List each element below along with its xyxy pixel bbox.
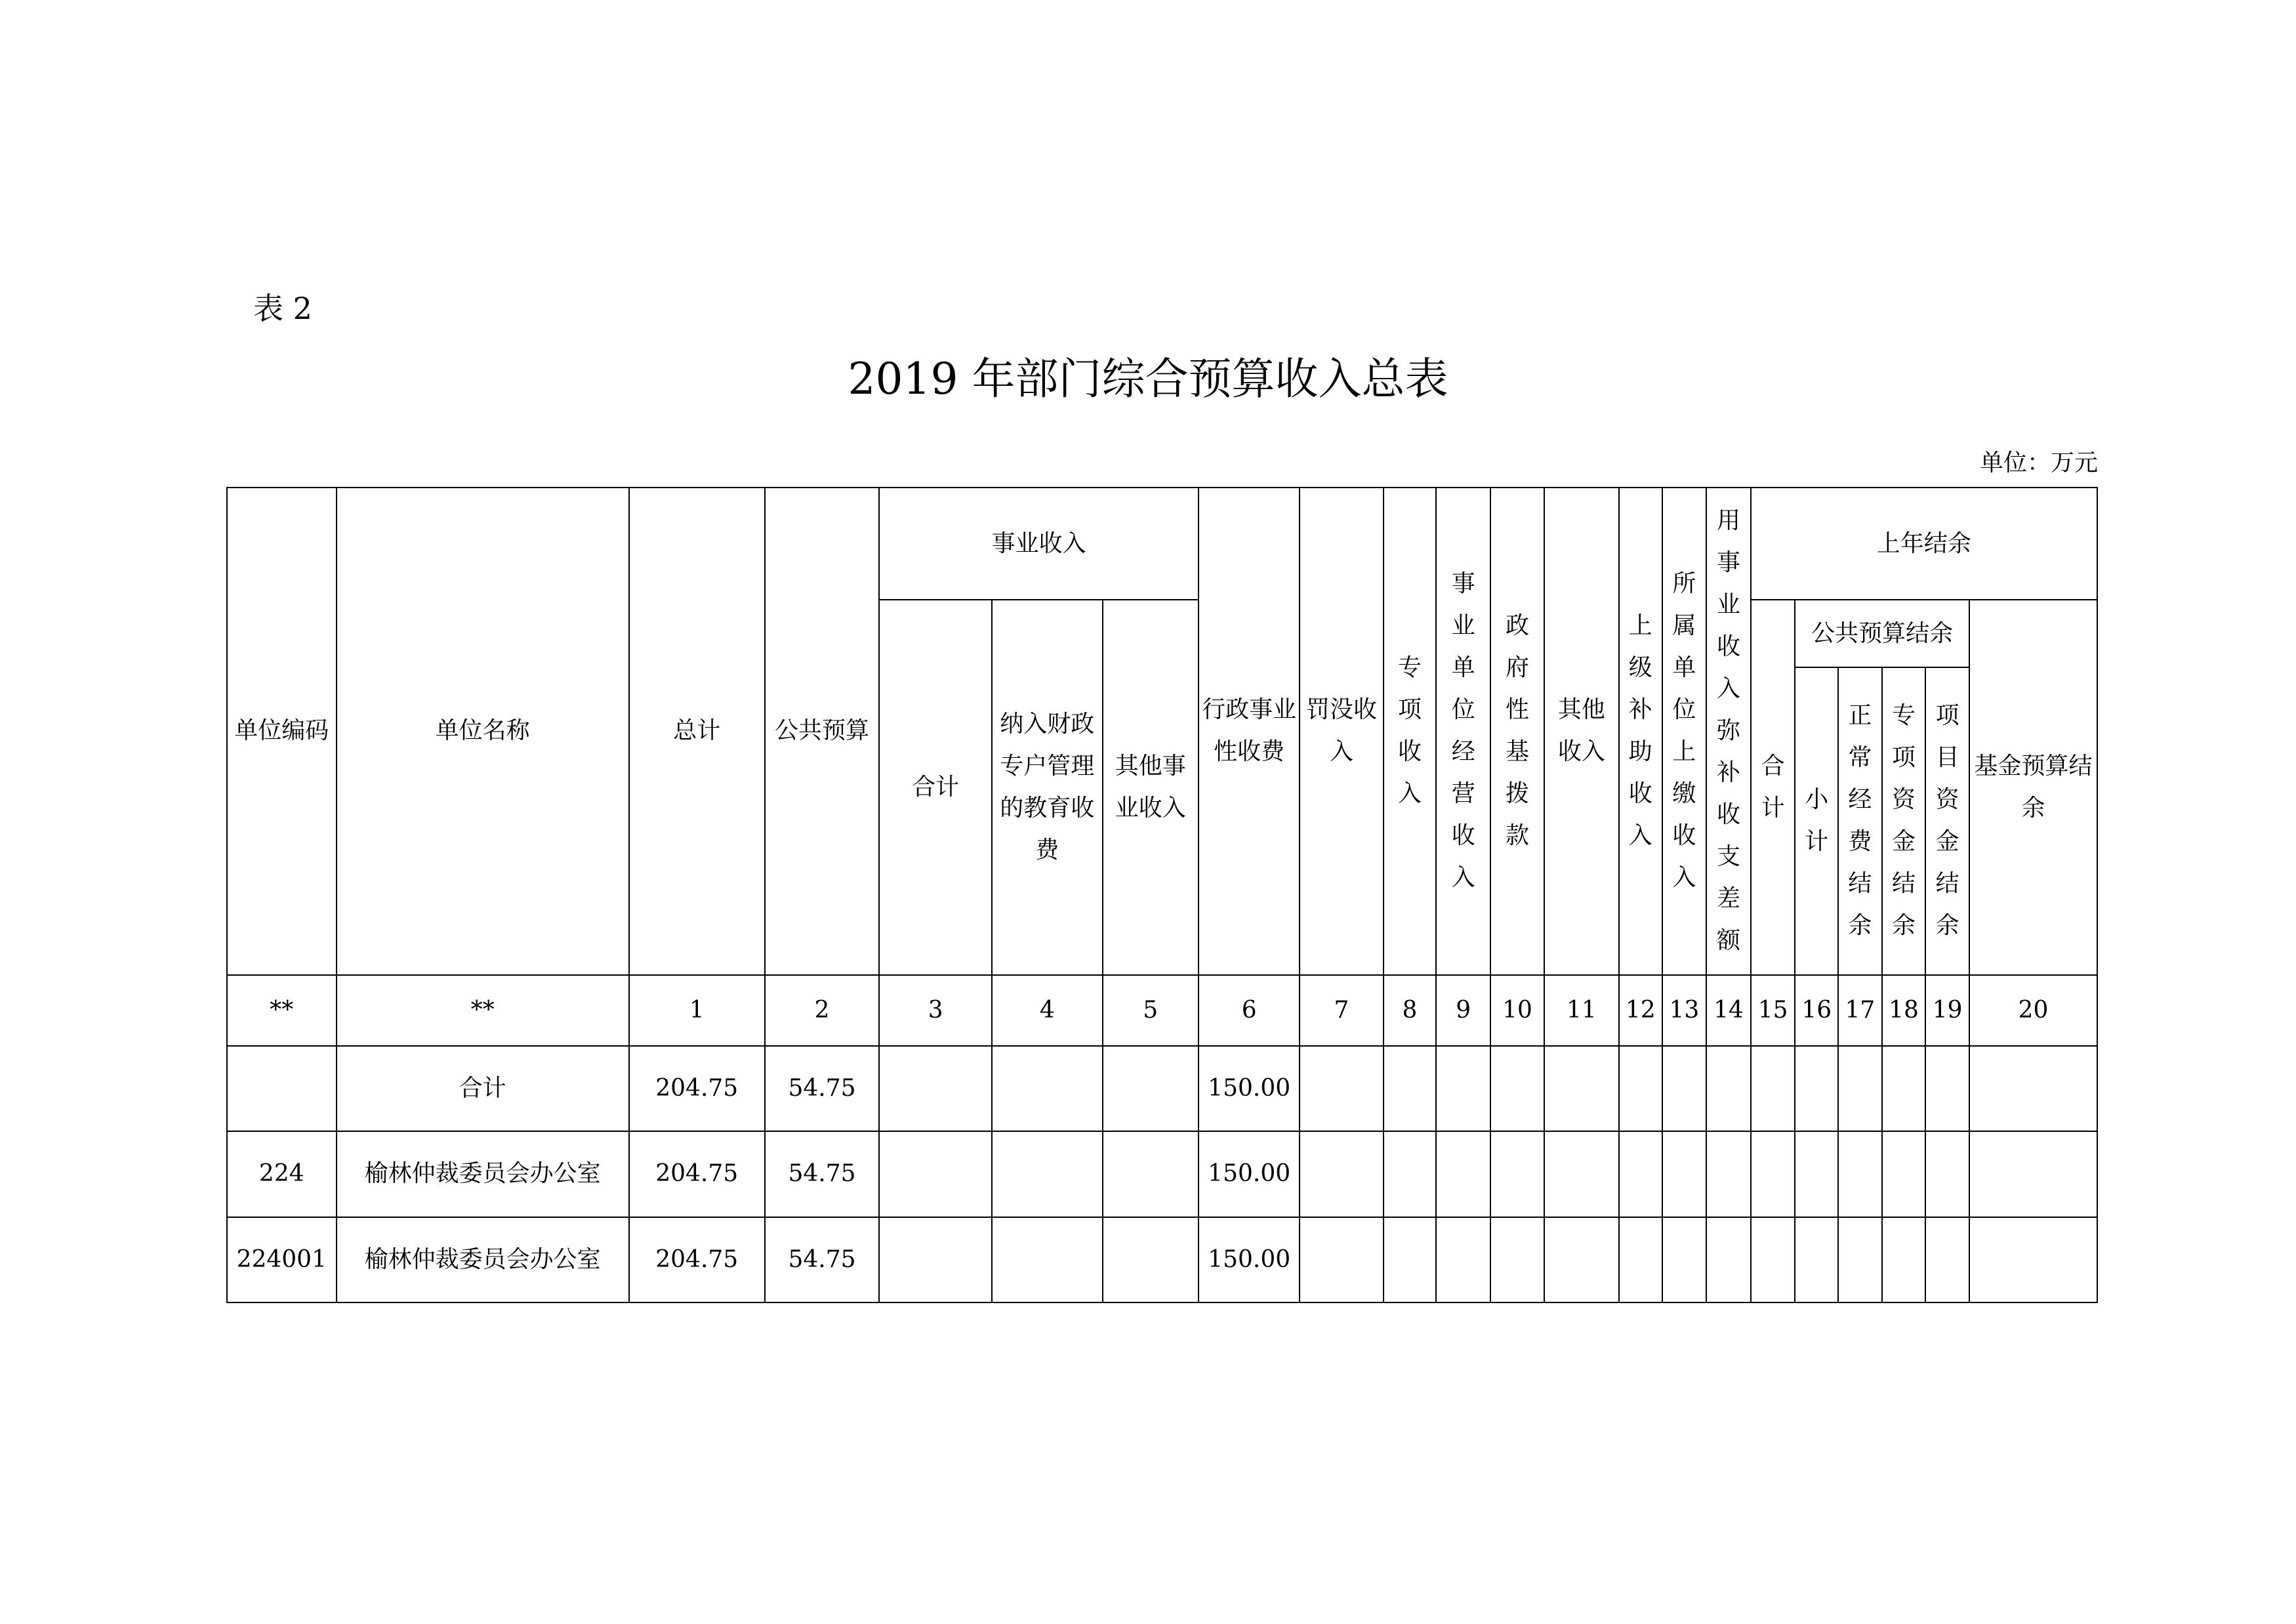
index-cell: 3 xyxy=(879,975,992,1046)
admin-fee-cell: 150.00 xyxy=(1199,1131,1300,1217)
index-cell: 7 xyxy=(1300,975,1383,1046)
empty-cell xyxy=(1706,1046,1751,1131)
col-regular-balance-label: 正常经费结余 xyxy=(1848,702,1872,940)
empty-cell xyxy=(1490,1046,1544,1131)
col-other-business-label: 其他事业收入 xyxy=(1115,753,1186,822)
empty-cell xyxy=(1969,1217,2097,1302)
empty-cell xyxy=(1838,1046,1882,1131)
col-prior-total-header xyxy=(1751,600,1795,974)
col-subordinate-payment-header xyxy=(1662,488,1707,975)
index-cell: 20 xyxy=(1969,975,2097,1046)
col-fines-header xyxy=(1300,488,1383,975)
empty-cell xyxy=(1436,1046,1490,1131)
empty-cell xyxy=(1925,1046,1969,1131)
index-cell: 17 xyxy=(1838,975,1882,1046)
col-total-header: 总计 xyxy=(629,488,765,975)
admin-fee-cell: 150.00 xyxy=(1199,1046,1300,1131)
empty-cell xyxy=(1969,1131,2097,1217)
col-fund-balance-header xyxy=(1969,600,2097,974)
col-deficit-offset-label: 用事业收入弥补收支差额 xyxy=(1716,507,1740,955)
empty-cell xyxy=(1882,1046,1926,1131)
empty-cell xyxy=(879,1131,992,1217)
col-unit-operating-label: 事业单位经营收入 xyxy=(1451,570,1475,892)
index-cell: 15 xyxy=(1751,975,1795,1046)
unit-code-cell: 224 xyxy=(227,1131,337,1217)
empty-cell xyxy=(1706,1131,1751,1217)
empty-cell xyxy=(1384,1217,1437,1302)
empty-cell xyxy=(1795,1131,1838,1217)
col-subtotal-label: 小计 xyxy=(1805,786,1829,856)
col-admin-fee-label: 行政事业性收费 xyxy=(1202,696,1297,766)
empty-cell xyxy=(1619,1217,1662,1302)
col-public-balance-header: 公共预算结余 xyxy=(1795,600,1969,667)
empty-cell xyxy=(1662,1217,1707,1302)
table-number: 表 2 xyxy=(253,291,312,326)
col-regular-balance-header xyxy=(1838,667,1882,975)
empty-cell xyxy=(1619,1046,1662,1131)
unit-code-cell: 224001 xyxy=(227,1217,337,1302)
empty-cell xyxy=(1706,1217,1751,1302)
empty-cell xyxy=(992,1131,1103,1217)
admin-fee-cell: 150.00 xyxy=(1199,1217,1300,1302)
public-budget-cell: 54.75 xyxy=(765,1131,880,1217)
index-cell: 10 xyxy=(1490,975,1544,1046)
index-cell: 2 xyxy=(765,975,880,1046)
total-cell: 204.75 xyxy=(629,1131,765,1217)
unit-name-cell: 合计 xyxy=(337,1046,629,1131)
empty-cell xyxy=(1882,1217,1926,1302)
index-cell: 13 xyxy=(1662,975,1707,1046)
col-other-business-header xyxy=(1103,600,1199,974)
col-fines-label: 罚没收入 xyxy=(1305,696,1377,766)
unit-name-cell: 榆林仲裁委员会办公室 xyxy=(337,1217,629,1302)
index-cell: 8 xyxy=(1384,975,1437,1046)
empty-cell xyxy=(879,1217,992,1302)
empty-cell xyxy=(1662,1046,1707,1131)
col-unit-code-header: 单位编码 xyxy=(227,488,337,975)
public-budget-cell: 54.75 xyxy=(765,1046,880,1131)
col-special-income-header xyxy=(1384,488,1437,975)
col-other-income-header xyxy=(1544,488,1619,975)
public-budget-cell: 54.75 xyxy=(765,1217,880,1302)
col-business-total-header: 合计 xyxy=(879,600,992,974)
empty-cell xyxy=(879,1046,992,1131)
empty-cell xyxy=(1882,1131,1926,1217)
col-fund-balance-label: 基金预算结余 xyxy=(1974,753,2093,822)
col-business-income-header: 事业收入 xyxy=(879,488,1199,600)
total-cell: 204.75 xyxy=(629,1217,765,1302)
empty-cell xyxy=(1795,1046,1838,1131)
empty-cell xyxy=(1436,1131,1490,1217)
index-cell: 1 xyxy=(629,975,765,1046)
col-superior-subsidy-label: 上级补助收入 xyxy=(1628,612,1652,850)
col-special-balance-label: 专项资金结余 xyxy=(1891,702,1916,940)
col-other-income-label: 其他收入 xyxy=(1557,696,1605,766)
empty-cell xyxy=(1103,1131,1199,1217)
table-row xyxy=(227,1217,2097,1302)
col-prior-balance-header: 上年结余 xyxy=(1751,488,2097,600)
col-gov-fund-label: 政府性基拨款 xyxy=(1505,612,1529,850)
empty-cell xyxy=(1103,1046,1199,1131)
col-public-budget-header: 公共预算 xyxy=(765,488,880,975)
col-special-balance-header xyxy=(1882,667,1926,975)
index-cell: 6 xyxy=(1199,975,1300,1046)
empty-cell xyxy=(1925,1217,1969,1302)
unit-code-cell xyxy=(227,1046,337,1131)
col-gov-fund-header xyxy=(1490,488,1544,975)
col-subtotal-header xyxy=(1795,667,1838,975)
index-cell: 16 xyxy=(1795,975,1838,1046)
col-deficit-offset-header xyxy=(1706,488,1751,975)
empty-cell xyxy=(1103,1217,1199,1302)
index-cell: 12 xyxy=(1619,975,1662,1046)
unit-note: 单位：万元 xyxy=(1979,449,2098,476)
col-superior-subsidy-header xyxy=(1619,488,1662,975)
col-unit-operating-header xyxy=(1436,488,1490,975)
empty-cell xyxy=(1300,1046,1383,1131)
empty-cell xyxy=(1795,1217,1838,1302)
index-cell: 19 xyxy=(1925,975,1969,1046)
col-project-balance-label: 项目资金结余 xyxy=(1935,702,1959,940)
empty-cell xyxy=(1544,1217,1619,1302)
empty-cell xyxy=(1544,1046,1619,1131)
empty-cell xyxy=(1384,1131,1437,1217)
col-edu-fee-header xyxy=(992,600,1103,974)
empty-cell xyxy=(1300,1217,1383,1302)
index-cell: 4 xyxy=(992,975,1103,1046)
empty-cell xyxy=(1662,1131,1707,1217)
col-unit-name-header: 单位名称 xyxy=(337,488,629,975)
empty-cell xyxy=(1838,1131,1882,1217)
empty-cell xyxy=(1300,1131,1383,1217)
total-cell: 204.75 xyxy=(629,1046,765,1131)
empty-cell xyxy=(1490,1131,1544,1217)
empty-cell xyxy=(1619,1131,1662,1217)
empty-cell xyxy=(1751,1131,1795,1217)
col-subordinate-payment-label: 所属单位上缴收入 xyxy=(1672,570,1696,892)
empty-cell xyxy=(1384,1046,1437,1131)
index-cell: 9 xyxy=(1436,975,1490,1046)
empty-cell xyxy=(1490,1217,1544,1302)
col-project-balance-header xyxy=(1925,667,1969,975)
index-cell: ** xyxy=(227,975,337,1046)
empty-cell xyxy=(992,1217,1103,1302)
col-admin-fee-header xyxy=(1199,488,1300,975)
budget-income-table xyxy=(226,487,2098,1303)
table-row-total xyxy=(227,1046,2097,1131)
table-row xyxy=(227,1131,2097,1217)
empty-cell xyxy=(1838,1217,1882,1302)
index-cell: 11 xyxy=(1544,975,1619,1046)
col-prior-total-label: 合计 xyxy=(1761,753,1785,822)
empty-cell xyxy=(1544,1131,1619,1217)
empty-cell xyxy=(1751,1046,1795,1131)
unit-name-cell: 榆林仲裁委员会办公室 xyxy=(337,1131,629,1217)
col-special-income-label: 专项收入 xyxy=(1397,654,1422,808)
empty-cell xyxy=(1436,1217,1490,1302)
index-cell: 18 xyxy=(1882,975,1926,1046)
col-edu-fee-label: 纳入财政专户管理的教育收费 xyxy=(1000,711,1095,864)
empty-cell xyxy=(1969,1046,2097,1131)
empty-cell xyxy=(1925,1131,1969,1217)
empty-cell xyxy=(1751,1217,1795,1302)
empty-cell xyxy=(992,1046,1103,1131)
index-cell: ** xyxy=(337,975,629,1046)
index-cell: 14 xyxy=(1706,975,1751,1046)
index-cell: 5 xyxy=(1103,975,1199,1046)
page-title: 2019 年部门综合预算收入总表 xyxy=(848,354,1448,404)
column-index-row xyxy=(227,975,2097,1046)
